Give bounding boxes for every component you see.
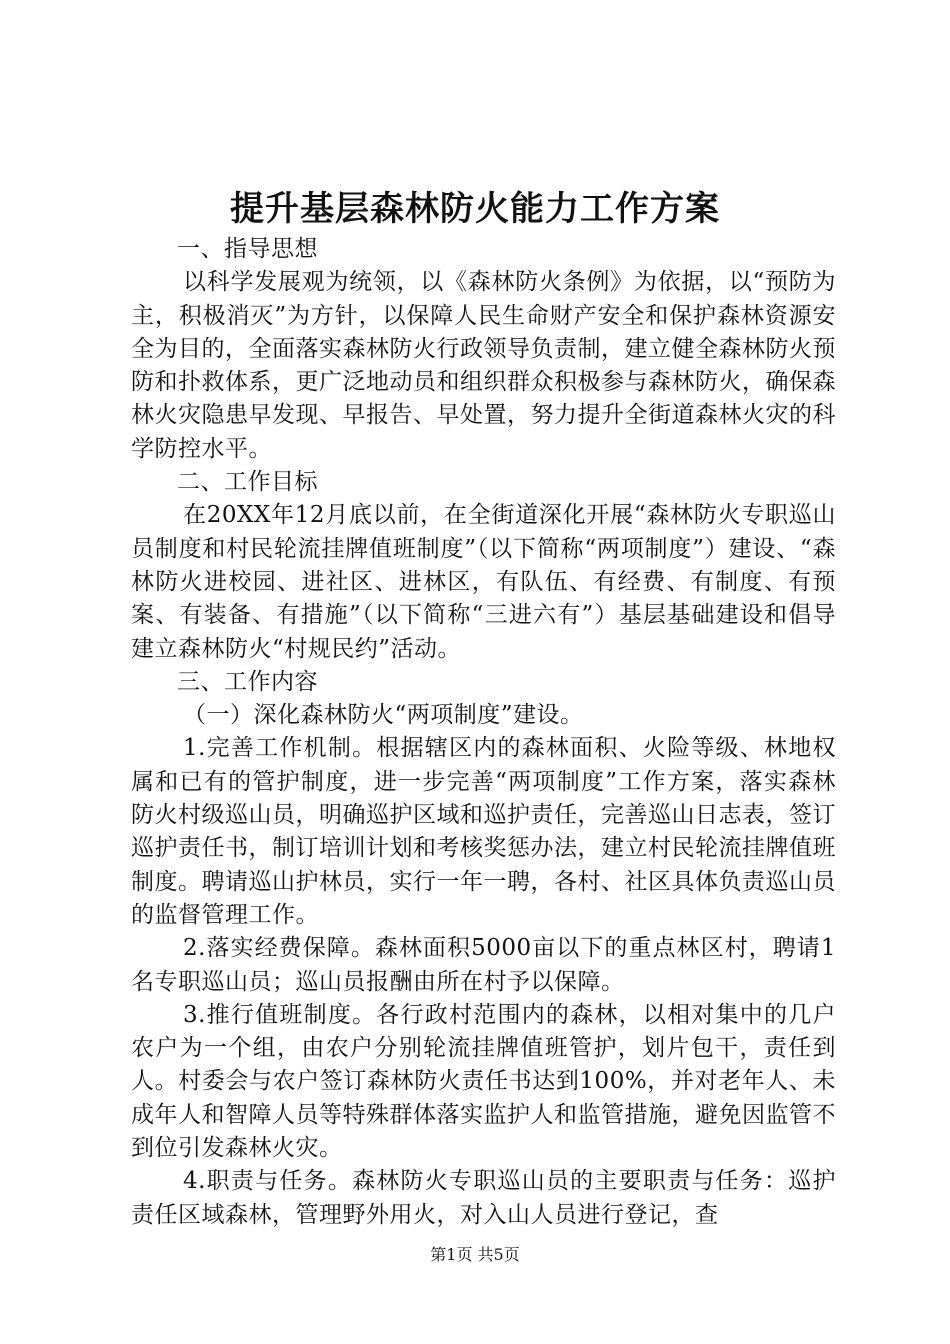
document-body	[131, 233, 836, 1232]
body-paragraph: 2.落实经费保障。森林面积5000亩以下的重点林区村，聘请1名专职巡山员；巡山员报酬由所在村予以保障。	[131, 935, 836, 995]
body-paragraph: 3.推行值班制度。各行政村范围内的森林，以相对集中的几户农户为一个组，由农户分别轮流挂牌值班管护，划片包干，责任到人。村委会与农户签订森林防火责任书达到100%，并对老年人、未成年人和智障人员等特殊群体落实监护人和监管措施，避免因监管不到位引发森林火灾。	[131, 1001, 836, 1162]
body-paragraph: 在20XX年12月底以前，在全街道深化开展“森林防火专职巡山员制度和村民轮流挂牌值班制度”（以下简称“两项制度”）建设、“森林防火进校园、进社区、进林区，有队伍、有经费、有制度、有预案、有装备、有措施”（以下简称“三进六有”）基层基础建设和倡导建立森林防火“村规民约”活动。	[131, 502, 836, 662]
subsection-heading: （一）深化森林防火“两项制度”建设。	[183, 702, 584, 729]
body-paragraph: 1.完善工作机制。根据辖区内的森林面积、火险等级、林地权属和已有的管护制度，进一步完善“两项制度”工作方案，落实森林防火村级巡山员，明确巡护区域和巡护责任，完善巡山日志表，签订巡护责任书，制订培训计划和考核奖惩办法，建立村民轮流挂牌值班制度。聘请巡山护林员，实行一年一聘，各村、社区具体负责巡山员的监督管理工作。	[131, 735, 836, 928]
document-title: 提升基层森林防火能力工作方案	[230, 189, 720, 229]
body-paragraph: 4.职责与任务。森林防火专职巡山员的主要职责与任务：巡护责任区域森林，管理野外用火，对入山人员进行登记，查	[131, 1168, 836, 1228]
body-paragraph: 以科学发展观为统领，以《森林防火条例》为依据，以“预防为主，积极消灭”为方针，以保障人民生命财产安全和保护森林资源安全为目的，全面落实森林防火行政领导负责制，建立健全森林防火预防和扑救体系，更广泛地动员和组织群众积极参与森林防火，确保森林火灾隐患早发现、早报告、早处置，努力提升全街道森林火灾的科学防控水平。	[131, 269, 836, 462]
section-heading: 三、工作内容	[177, 668, 318, 695]
page-footer: 第1页 共5页	[430, 1245, 520, 1264]
section-heading: 一、指导思想	[177, 236, 318, 262]
section-heading: 二、工作目标	[177, 469, 318, 496]
